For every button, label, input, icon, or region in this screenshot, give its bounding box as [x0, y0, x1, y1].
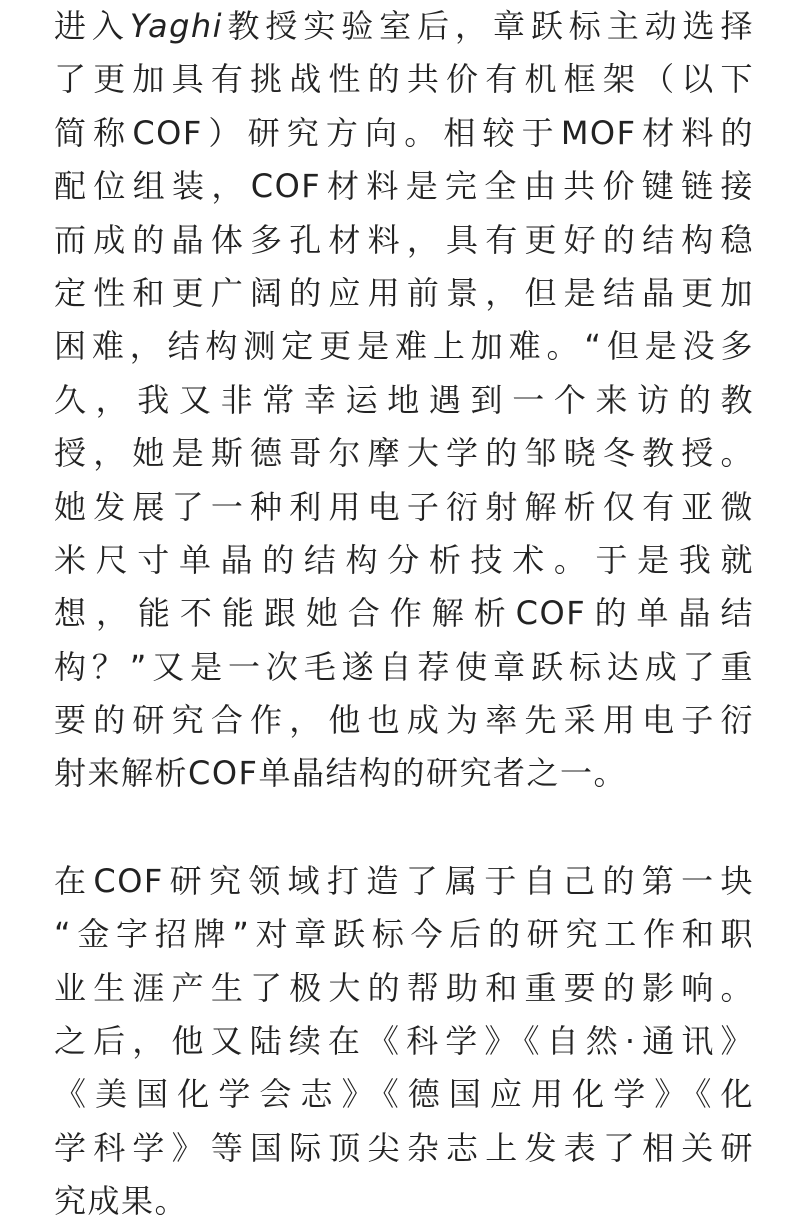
paragraph-2 [54, 855, 754, 1229]
paragraph-spacer [54, 801, 754, 855]
text-line: 授，她是斯德哥尔摩大学的邹晓冬教授。 [54, 434, 754, 473]
text-line: 要的研究合作，他也成为率先采用电子衍 [54, 701, 754, 740]
article-body [54, 0, 754, 1229]
text-line: 了更加具有挑战性的共价有机框架（以下 [54, 60, 754, 99]
text-line: 想，能不能跟她合作解析COF的单晶结 [54, 594, 754, 633]
text-line: 构？”又是一次毛遂自荐使章跃标达成了重 [54, 647, 754, 686]
text-line: 业生涯产生了极大的帮助和重要的影响。 [54, 968, 754, 1007]
text-line: 久，我又非常幸运地遇到一个来访的教 [54, 380, 754, 419]
text-line: 她发展了一种利用电子衍射解析仅有亚微 [54, 487, 754, 526]
text-line: 在COF研究领域打造了属于自己的第一块 [54, 861, 754, 900]
text-line: 究成果。 [54, 1182, 189, 1221]
paragraph-1 [54, 0, 754, 801]
text-line: “金字招牌”对章跃标今后的研究工作和职 [54, 915, 754, 954]
text-line: 简称COF）研究方向。相较于MOF材料的 [54, 113, 754, 152]
text-line: 学科学》等国际顶尖杂志上发表了相关研 [54, 1128, 754, 1167]
text-line: 而成的晶体多孔材料，具有更好的结构稳 [54, 220, 754, 259]
text-line: 配位组装，COF材料是完全由共价键链接 [54, 167, 754, 206]
italic-name: Yaghi [129, 7, 224, 45]
text-line: 之后，他又陆续在《科学》《自然·通讯》 [54, 1022, 754, 1061]
text-line: 米尺寸单晶的结构分析技术。于是我就 [54, 540, 754, 579]
text-line: 进入Yaghi教授实验室后，章跃标主动选择 [54, 7, 754, 45]
text-line: 定性和更广阔的应用前景，但是结晶更加 [54, 273, 754, 312]
text-line: 射来解析COF单晶结构的研究者之一。 [54, 754, 627, 793]
text-line: 《美国化学会志》《德国应用化学》《化 [54, 1075, 754, 1114]
text-line: 困难，结构测定更是难上加难。“但是没多 [54, 327, 754, 366]
